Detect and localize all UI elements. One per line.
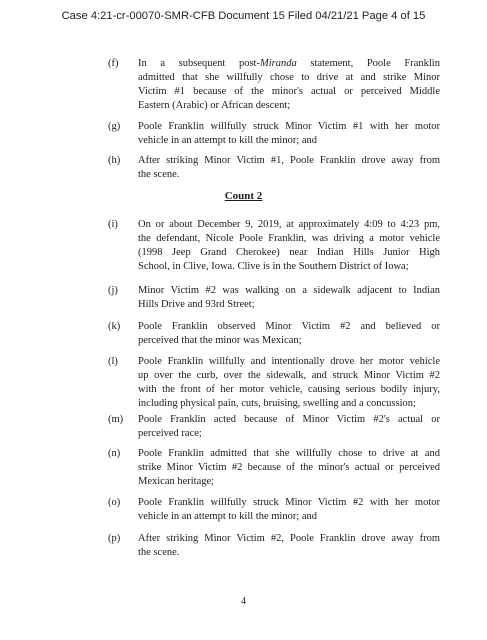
text-line: Hills Drive and 93rd Street; bbox=[138, 299, 255, 310]
text-line: the scene. bbox=[138, 169, 180, 180]
item-label: (f) bbox=[108, 58, 119, 69]
item-label: (i) bbox=[108, 219, 118, 230]
text-line: vehicle in an attempt to kill the minor; and bbox=[138, 511, 318, 522]
count-heading: Count 2 bbox=[224, 190, 263, 202]
item-text bbox=[138, 532, 440, 560]
text-line: On or about December 9, 2019, at approximately 4:09 to 4:23 pm, bbox=[138, 219, 440, 230]
text-line: After striking Minor Victim #2, Poole Franklin drove away from bbox=[138, 533, 440, 544]
text-line: (1998 Jeep Grand Cherokee) near Indian Hills Junior High bbox=[138, 247, 440, 258]
text-line: vehicle in an attempt to kill the minor; and bbox=[138, 135, 318, 146]
item-label: (h) bbox=[108, 155, 121, 166]
text-line: the defendant, Nicole Poole Franklin, was driving a motor vehicle bbox=[138, 233, 440, 244]
text-line: the scene. bbox=[138, 547, 180, 558]
text-line: Poole Franklin willfully struck Minor Victim #2 with her motor bbox=[138, 497, 440, 508]
item-label: (p) bbox=[108, 533, 121, 544]
text-line: including physical pain, cuts, bruising, swelling and a concussion; bbox=[138, 398, 416, 409]
item-text bbox=[138, 218, 440, 274]
case-header: Case 4:21-cr-00070-SMR-CFB Document 15 Filed 04/21/21 Page 4 of 15 bbox=[61, 10, 426, 22]
item-text bbox=[138, 447, 440, 489]
text-line: After striking Minor Victim #1, Poole Franklin drove away from bbox=[138, 155, 440, 166]
item-text bbox=[138, 413, 440, 441]
text-line: perceived race; bbox=[138, 428, 202, 439]
item-text bbox=[138, 284, 440, 312]
text-line: Poole Franklin admitted that she willfully chose to drive at and bbox=[138, 448, 440, 459]
item-label: (m) bbox=[108, 414, 124, 425]
text-line: with the front of her motor vehicle, causing serious bodily injury, bbox=[138, 384, 440, 395]
text-line: Poole Franklin willfully struck Minor Victim #1 with her motor bbox=[138, 121, 440, 132]
item-text bbox=[138, 355, 440, 411]
item-text bbox=[138, 57, 440, 113]
text-line: perceived that the minor was Mexican; bbox=[138, 335, 302, 346]
page-number: 4 bbox=[241, 596, 246, 607]
miranda-emphasis: Miranda bbox=[259, 58, 297, 69]
text-line: Eastern (Arabic) or African descent; bbox=[138, 100, 291, 111]
item-label: (o) bbox=[108, 497, 121, 508]
text-line: Victim #1 because of the minor's actual or perceived Middle bbox=[138, 86, 440, 97]
text-line: Poole Franklin willfully and intentionally drove her motor vehicle bbox=[138, 356, 440, 367]
text-line: Mexican heritage; bbox=[138, 476, 215, 487]
item-label: (k) bbox=[108, 321, 121, 332]
text-line: up over the curb, over the sidewalk, and struck Minor Victim #2 bbox=[138, 370, 440, 381]
text-line: admitted that she willfully chose to drive at and strike Minor bbox=[138, 72, 440, 83]
text-line: In a subsequent post-Miranda statement, Poole Franklin bbox=[138, 58, 440, 69]
text-line: strike Minor Victim #2 because of the minor's actual or perceived bbox=[138, 462, 440, 473]
item-text bbox=[138, 120, 440, 148]
text-line: Poole Franklin observed Minor Victim #2 and believed or bbox=[138, 321, 440, 332]
item-label: (j) bbox=[108, 285, 118, 296]
item-label: (g) bbox=[108, 121, 121, 132]
item-label: (n) bbox=[108, 448, 121, 459]
item-text bbox=[138, 154, 440, 182]
item-text bbox=[138, 320, 440, 348]
text-line: Poole Franklin acted because of Minor Victim #2's actual or bbox=[138, 414, 440, 425]
text-line: School, in Clive, Iowa. Clive is in the Southern District of Iowa; bbox=[138, 261, 409, 272]
text-line: Minor Victim #2 was walking on a sidewalk adjacent to Indian bbox=[138, 285, 440, 296]
item-text bbox=[138, 496, 440, 524]
item-label: (l) bbox=[108, 356, 118, 367]
